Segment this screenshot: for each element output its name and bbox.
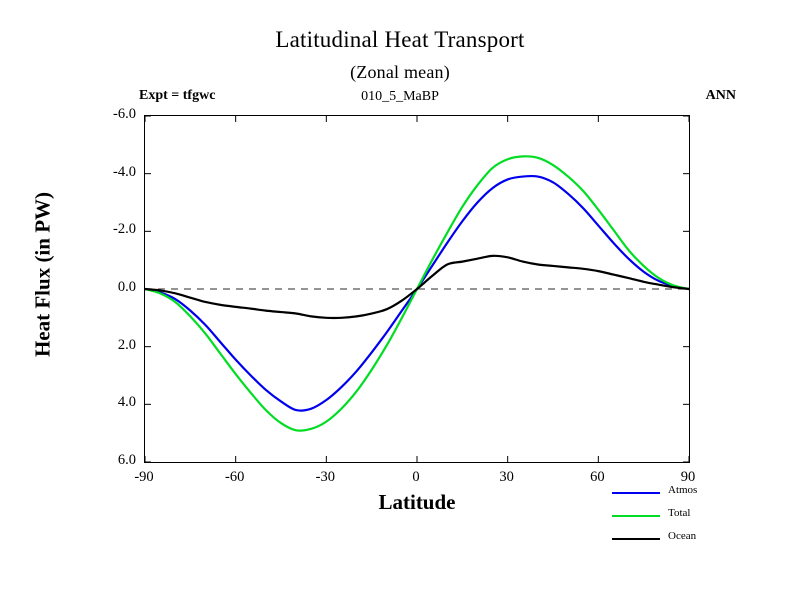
legend-label: Ocean: [668, 530, 697, 542]
x-axis-tick-label: -90: [134, 469, 154, 485]
experiment-label: Expt = tfgwc: [139, 88, 216, 103]
y-axis-tick-label: -4.0: [113, 163, 136, 180]
series-line-atmos: [145, 176, 689, 411]
chart-subtitle: (Zonal mean): [350, 62, 450, 82]
x-axis-tick-label: 90: [680, 469, 696, 485]
x-axis-tick-label: -60: [224, 469, 245, 485]
y-axis-title: Heat Flux (in PW): [30, 191, 55, 358]
legend-label: Atmos: [668, 484, 698, 496]
legend-swatch-atmos: [612, 492, 660, 494]
y-axis-tick-label: -2.0: [113, 221, 136, 238]
plot-area: [144, 115, 690, 463]
legend-swatch-ocean: [612, 538, 660, 540]
y-axis-tick-label: 2.0: [117, 336, 136, 353]
x-axis-tick-label: 60: [590, 469, 605, 485]
y-axis-tick-label: -6.0: [113, 106, 136, 122]
season-label: ANN: [705, 88, 736, 103]
series-line-total: [145, 156, 689, 430]
x-axis-tick-label: 0: [412, 469, 420, 485]
x-axis-tick-label: 30: [499, 469, 514, 485]
case-label: 010_5_MaBP: [361, 89, 439, 104]
x-axis-title: Latitude: [378, 490, 456, 514]
plot-svg: [145, 116, 689, 462]
y-axis-tick-label: 4.0: [117, 394, 136, 411]
legend-item: [612, 482, 772, 505]
chart-legend: [612, 482, 772, 552]
legend-item: [612, 528, 772, 551]
y-axis-tick-label: 0.0: [117, 279, 136, 295]
y-axis-tick-label: 6.0: [117, 452, 136, 468]
legend-item: [612, 505, 772, 528]
legend-swatch-total: [612, 515, 660, 517]
page-title: Latitudinal Heat Transport: [275, 27, 525, 52]
legend-label: Total: [668, 507, 691, 519]
x-axis-tick-label: -30: [315, 469, 335, 485]
